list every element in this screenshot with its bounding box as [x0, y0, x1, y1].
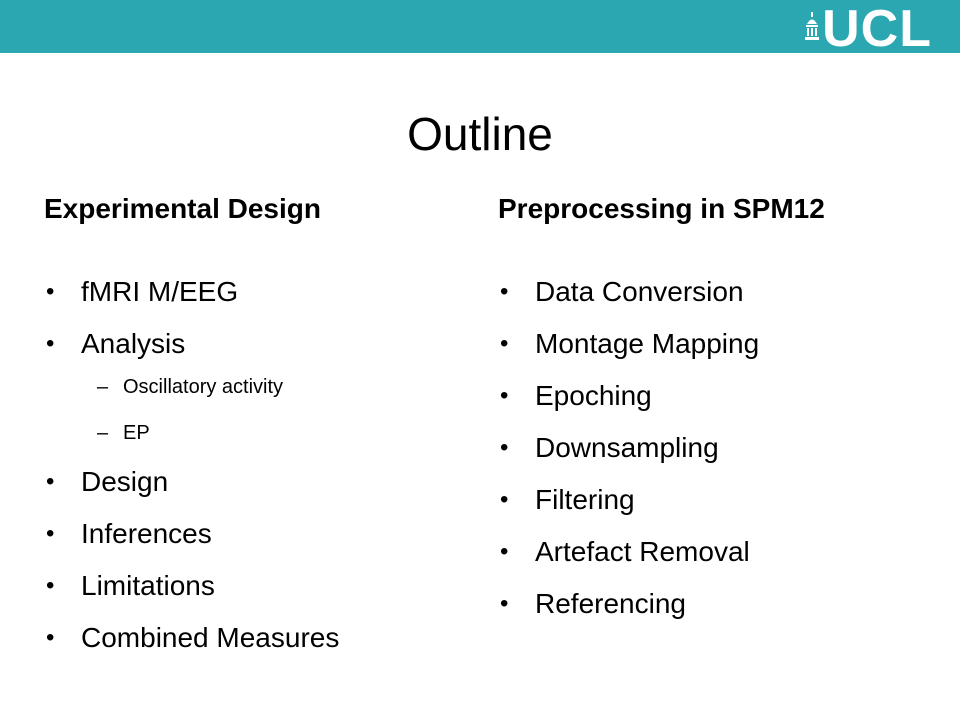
- dash-icon: –: [97, 376, 109, 398]
- list-item: [44, 324, 464, 364]
- list-item-label: Data Conversion: [535, 276, 744, 307]
- list-item-label: Combined Measures: [81, 622, 340, 653]
- list-item: [498, 272, 938, 312]
- bullet-icon: •: [500, 486, 509, 513]
- list-item-label: Montage Mapping: [535, 328, 760, 359]
- left-column: [44, 190, 464, 670]
- left-bullet-list: [44, 272, 464, 658]
- list-item-label: Referencing: [535, 588, 686, 619]
- bullet-icon: •: [46, 520, 55, 547]
- bullet-icon: •: [500, 330, 509, 357]
- bullet-icon: •: [500, 278, 509, 305]
- ucl-logo: [804, 0, 932, 58]
- list-item-label: Artefact Removal: [535, 536, 750, 567]
- list-item: [44, 618, 464, 658]
- list-item-label: Limitations: [81, 570, 215, 601]
- list-item: [498, 324, 938, 364]
- list-item: [498, 584, 938, 624]
- bullet-icon: •: [46, 468, 55, 495]
- list-item: [498, 376, 938, 416]
- list-item-label: fMRI M/EEG: [81, 276, 239, 307]
- bullet-icon: •: [46, 572, 55, 599]
- bullet-icon: •: [46, 624, 55, 651]
- sub-list-item: [44, 416, 464, 450]
- bullet-icon: •: [500, 382, 509, 409]
- logo-text: UCL: [822, 0, 932, 58]
- left-column-heading: Experimental Design: [44, 193, 321, 224]
- sub-list-item-label: Oscillatory activity: [123, 376, 284, 398]
- sub-list-item-label: EP: [123, 422, 150, 444]
- header-bar: [0, 0, 960, 58]
- right-column: [498, 190, 938, 636]
- slide-title: Outline: [407, 108, 553, 160]
- list-item-label: Filtering: [535, 484, 635, 515]
- bullet-icon: •: [500, 434, 509, 461]
- list-item: [498, 480, 938, 520]
- bullet-icon: •: [46, 330, 55, 357]
- sub-list-container: [44, 370, 464, 450]
- list-item-label: Design: [81, 466, 169, 497]
- sub-bullet-list: [44, 370, 464, 450]
- list-item: [498, 532, 938, 572]
- list-item-label: Downsampling: [535, 432, 719, 463]
- list-item-label: Epoching: [535, 380, 652, 411]
- list-item-label: Analysis: [81, 328, 186, 359]
- list-item: [498, 428, 938, 468]
- sub-list-item: [44, 370, 464, 404]
- dash-icon: –: [97, 422, 109, 444]
- list-item: [44, 462, 464, 502]
- list-item: [44, 566, 464, 606]
- list-item-label: Inferences: [81, 518, 212, 549]
- bullet-icon: •: [500, 590, 509, 617]
- right-bullet-list: [498, 272, 938, 624]
- bullet-icon: •: [500, 538, 509, 565]
- bullet-icon: •: [46, 278, 55, 305]
- list-item: [44, 272, 464, 312]
- right-column-heading: Preprocessing in SPM12: [498, 193, 825, 224]
- ucl-dome-icon: [804, 12, 820, 40]
- list-item: [44, 514, 464, 554]
